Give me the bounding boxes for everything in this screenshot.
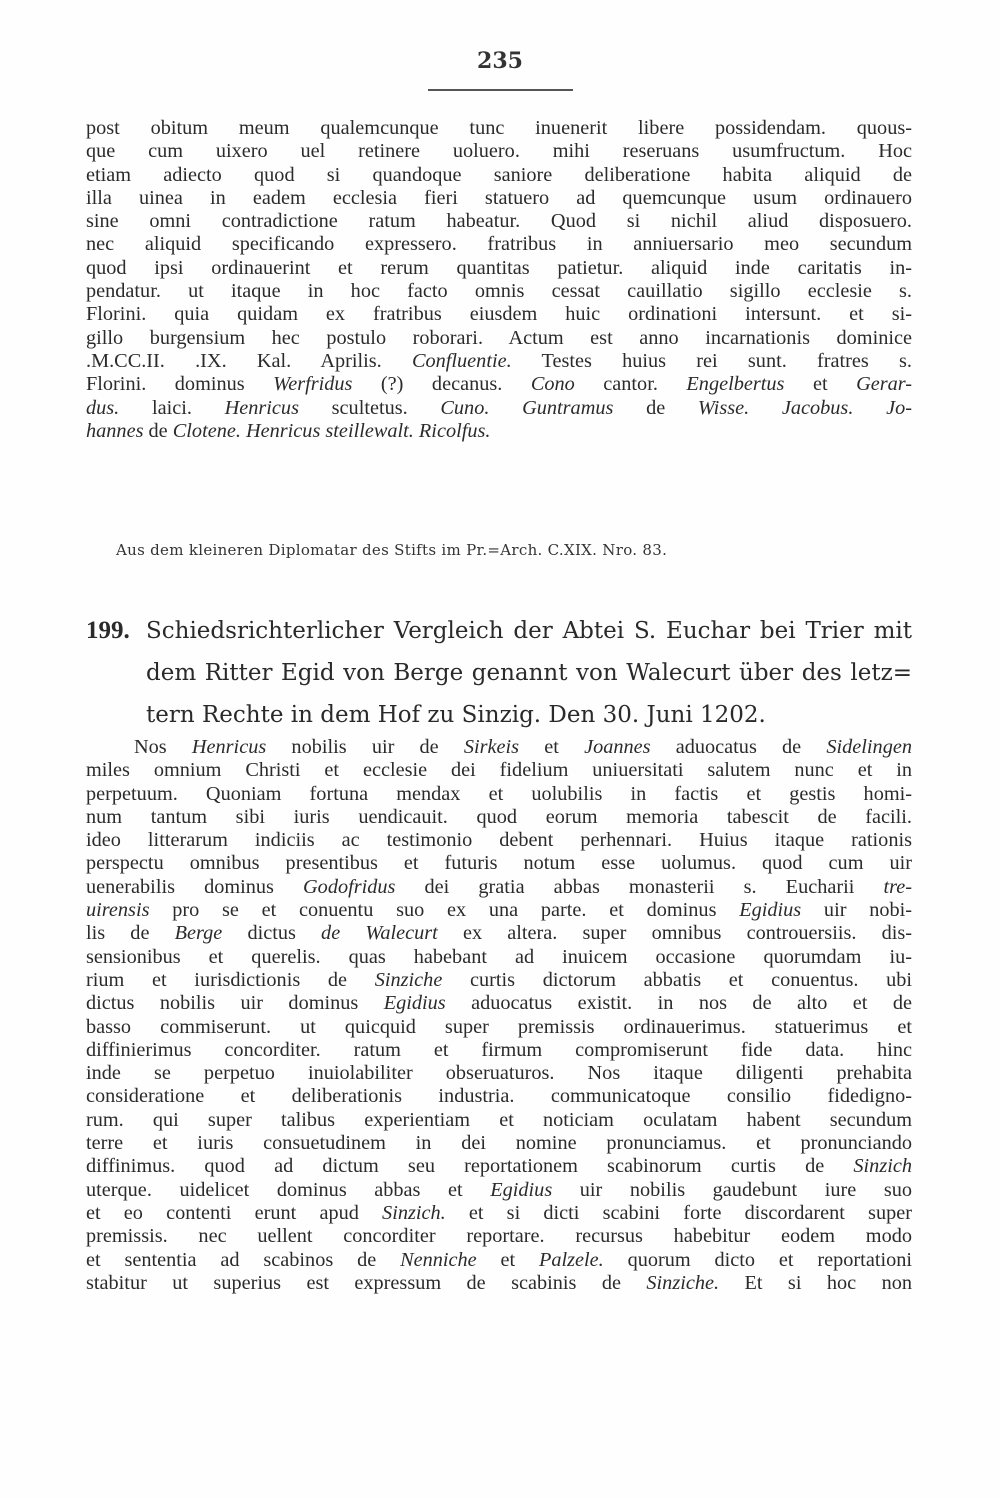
text-line: [86, 992, 912, 1015]
text-line: terre et iuris consuetudinem in dei nomine pronunciamus. et pronunciando: [86, 1132, 912, 1155]
text-run: aduocatus existit. in nos de alto et de: [445, 992, 912, 1015]
text-line: [86, 1249, 912, 1272]
text-line: [86, 736, 912, 759]
place-name: de Walecurt: [321, 922, 438, 945]
place-name: Sinziche.: [646, 1271, 720, 1294]
place-name: Sinziche: [374, 968, 443, 991]
text-run: laici.: [119, 396, 225, 419]
text-run: de: [613, 396, 698, 419]
text-run: lis de: [86, 922, 175, 945]
text-line: gillo burgensium hec postulo roborari. Actum est anno incarnationis dominice: [86, 326, 912, 349]
text-run: et sententia ad scabinos de: [86, 1248, 401, 1271]
text-line: post obitum meum qualemcunque tunc inuenerit libere possidendam. quous-: [86, 117, 912, 139]
person-name: dus.: [86, 396, 120, 419]
text-run: stabitur ut superius est expressum de scabinis de: [86, 1271, 647, 1294]
text-line: illa uinea in eadem ecclesia fieri statuero ad quemcunque usum ordinauero: [86, 186, 912, 209]
text-line: quod ipsi ordinauerint et rerum quantitas patietur. aliquid inde caritatis in-: [86, 256, 912, 279]
document-heading: [86, 610, 912, 736]
text-run: diffinimus. quod ad dictum seu reportationem scabinorum curtis de: [86, 1155, 854, 1178]
text-line: [86, 373, 912, 396]
heading-line: Schiedsrichterlicher Vergleich der Abtei S. Euchar bei Trier mit: [146, 618, 912, 644]
text-run: et eo contenti erunt apud: [86, 1201, 383, 1224]
place-name: Sinzich: [853, 1155, 912, 1178]
text-line: [86, 397, 912, 420]
text-run: Et si hoc non: [719, 1271, 912, 1294]
person-name: Godofridus: [303, 875, 396, 898]
text-line: [86, 1272, 912, 1295]
text-run: uir nobilis gaudebunt iure suo: [552, 1178, 912, 1201]
text-run: dei gratia abbas monasterii s. Eucharii: [395, 875, 884, 898]
text-run: de: [143, 419, 173, 442]
text-run: curtis dictorum abbatis et conuentus. ubi: [442, 968, 913, 991]
text-run: Testes huius rei sunt. fratres s.: [511, 349, 912, 372]
text-line: [86, 876, 912, 899]
person-name: Joannes: [584, 736, 651, 758]
continued-charter-text: [86, 117, 912, 443]
text-line: sine omni contradictione ratum habeatur. Quod si nichil aliud disposuero.: [86, 210, 912, 233]
text-run: cantor.: [574, 373, 687, 396]
text-run: et si dicti scabini forte discordarent super: [445, 1201, 912, 1224]
person-name: Egidius: [739, 899, 802, 922]
text-line: Florini. quia quidam ex fratribus eiusdem huic ordinationi intersunt. et si-: [86, 303, 912, 326]
text-run: pro se et conuentu suo ex una parte. et dominus: [149, 899, 740, 922]
place-name: Palzele.: [538, 1248, 604, 1271]
charter-body: [86, 736, 912, 1295]
text-line: [86, 1202, 912, 1225]
text-run: rium et iurisdictionis de: [86, 968, 375, 991]
page-number: 235: [477, 48, 523, 74]
text-line: perpetuum. Quoniam fortuna mendax et uolubilis in factis et gestis homi-: [86, 782, 912, 805]
text-run: scultetus.: [298, 396, 441, 419]
heading-line: tern Rechte in dem Hof zu Sinzig. Den 30. Juni 1202.: [146, 702, 766, 728]
text-run: uir nobi-: [801, 899, 912, 922]
text-run: uterque. uidelicet dominus abbas et: [86, 1178, 491, 1201]
text-line: [86, 922, 912, 945]
person-name: Clotene. Henricus steillewalt. Ricolfus.: [172, 419, 491, 442]
place-name: Sirkeis: [463, 736, 520, 758]
person-name: Cono: [530, 373, 575, 396]
page-number-rule: [428, 89, 573, 91]
text-line: que cum uixero uel retinere uoluero. mihi reseruans usumfructum. Hoc: [86, 140, 912, 163]
source-note: Aus dem kleineren Diplomatar des Stifts im Pr.=Arch. C.XIX. Nro. 83.: [116, 541, 668, 559]
place-name: Confluentie.: [411, 349, 512, 372]
text-run: nobilis uir de: [266, 736, 464, 758]
text-run: et: [784, 373, 857, 396]
place-name: Nenniche: [400, 1248, 477, 1271]
text-line: consideratione et deliberationis industria. communicatoque consilio fidedigno-: [86, 1085, 912, 1108]
text-line: pendatur. ut itaque in hoc facto omnis cessat cauillatio sigillo ecclesie s.: [86, 280, 912, 303]
text-run: uenerabilis dominus: [86, 875, 304, 898]
text-line: [86, 969, 912, 992]
text-line: num tantum sibi iuris uendicauit. quod eorum memoria tabescit de facili.: [86, 805, 912, 828]
text-run: dictus nobilis uir dominus: [86, 992, 384, 1015]
person-name: Wisse. Jacobus. Jo-: [697, 396, 912, 419]
place-name: uirensis: [86, 899, 150, 922]
person-name: Egidius: [490, 1178, 553, 1201]
person-name: hannes: [86, 419, 144, 442]
heading-line: dem Ritter Egid von Berge genannt von Walecurt über des letz=: [146, 660, 912, 686]
text-run: ex altera. super omnibus controuersiis. dis-: [437, 922, 913, 945]
text-run: Nos: [134, 736, 192, 758]
text-line: premissis. nec uellent concorditer reportare. recursus habebitur eodem modo: [86, 1225, 912, 1248]
place-name: Sidelingen: [826, 736, 912, 758]
text-line: basso commiserunt. ut quicquid super premissis ordinauerimus. statuerimus et: [86, 1015, 912, 1038]
text-line: etiam adiecto quod si quandoque saniore deliberatione habita aliquid de: [86, 163, 912, 186]
text-line: ideo litterarum indiciis ac testimonio debent perhennari. Huius itaque rationis: [86, 829, 912, 852]
person-name: Cuno. Guntramus: [440, 396, 614, 419]
text-run: quorum dicto et reportationi: [603, 1248, 913, 1271]
text-line: [86, 899, 912, 922]
text-line: sensionibus et querelis. quas habebant ad inuicem occasione quorumdam iu-: [86, 945, 912, 968]
text-run: Florini. dominus: [86, 373, 274, 396]
person-name: Henricus: [224, 396, 299, 419]
place-name: Sinzich.: [382, 1201, 446, 1224]
person-name: Henricus: [191, 736, 267, 758]
text-run: et: [476, 1248, 539, 1271]
person-name: Engelbertus: [686, 373, 785, 396]
place-name: Berge: [174, 922, 223, 945]
text-line: [86, 1179, 912, 1202]
text-run: aduocatus de: [650, 736, 827, 758]
document-number: 199.: [86, 617, 130, 644]
text-run: dictus: [222, 922, 322, 945]
text-line: diffinierimus concorditer. ratum et firmum compromiserunt fide data. hinc: [86, 1038, 912, 1061]
person-name: Gerar-: [856, 373, 912, 396]
text-run: .M.CC.II. .IX. Kal. Aprilis.: [86, 349, 412, 372]
text-line: [86, 1155, 912, 1178]
text-line: nec aliquid specificando expressero. fratribus in anniuersario meo secundum: [86, 233, 912, 256]
place-name: tre-: [883, 875, 912, 898]
text-line: [86, 420, 912, 443]
person-name: Egidius: [383, 992, 446, 1015]
text-line: inde se perpetuo inuiolabiliter obseruaturos. Nos itaque diligenti prehabita: [86, 1062, 912, 1085]
person-name: Werfridus: [273, 373, 353, 396]
text-line: [86, 350, 912, 373]
text-line: perspectu omnibus presentibus et futuris notum esse uolumus. quod cum uir: [86, 852, 912, 875]
text-line: rum. qui super talibus experientiam et noticiam oculatam habent secundum: [86, 1108, 912, 1131]
text-run: (?) decanus.: [352, 373, 531, 396]
text-line: miles omnium Christi et ecclesie dei fidelium uniuersitati salutem nunc et in: [86, 759, 912, 782]
text-run: et: [519, 736, 585, 758]
